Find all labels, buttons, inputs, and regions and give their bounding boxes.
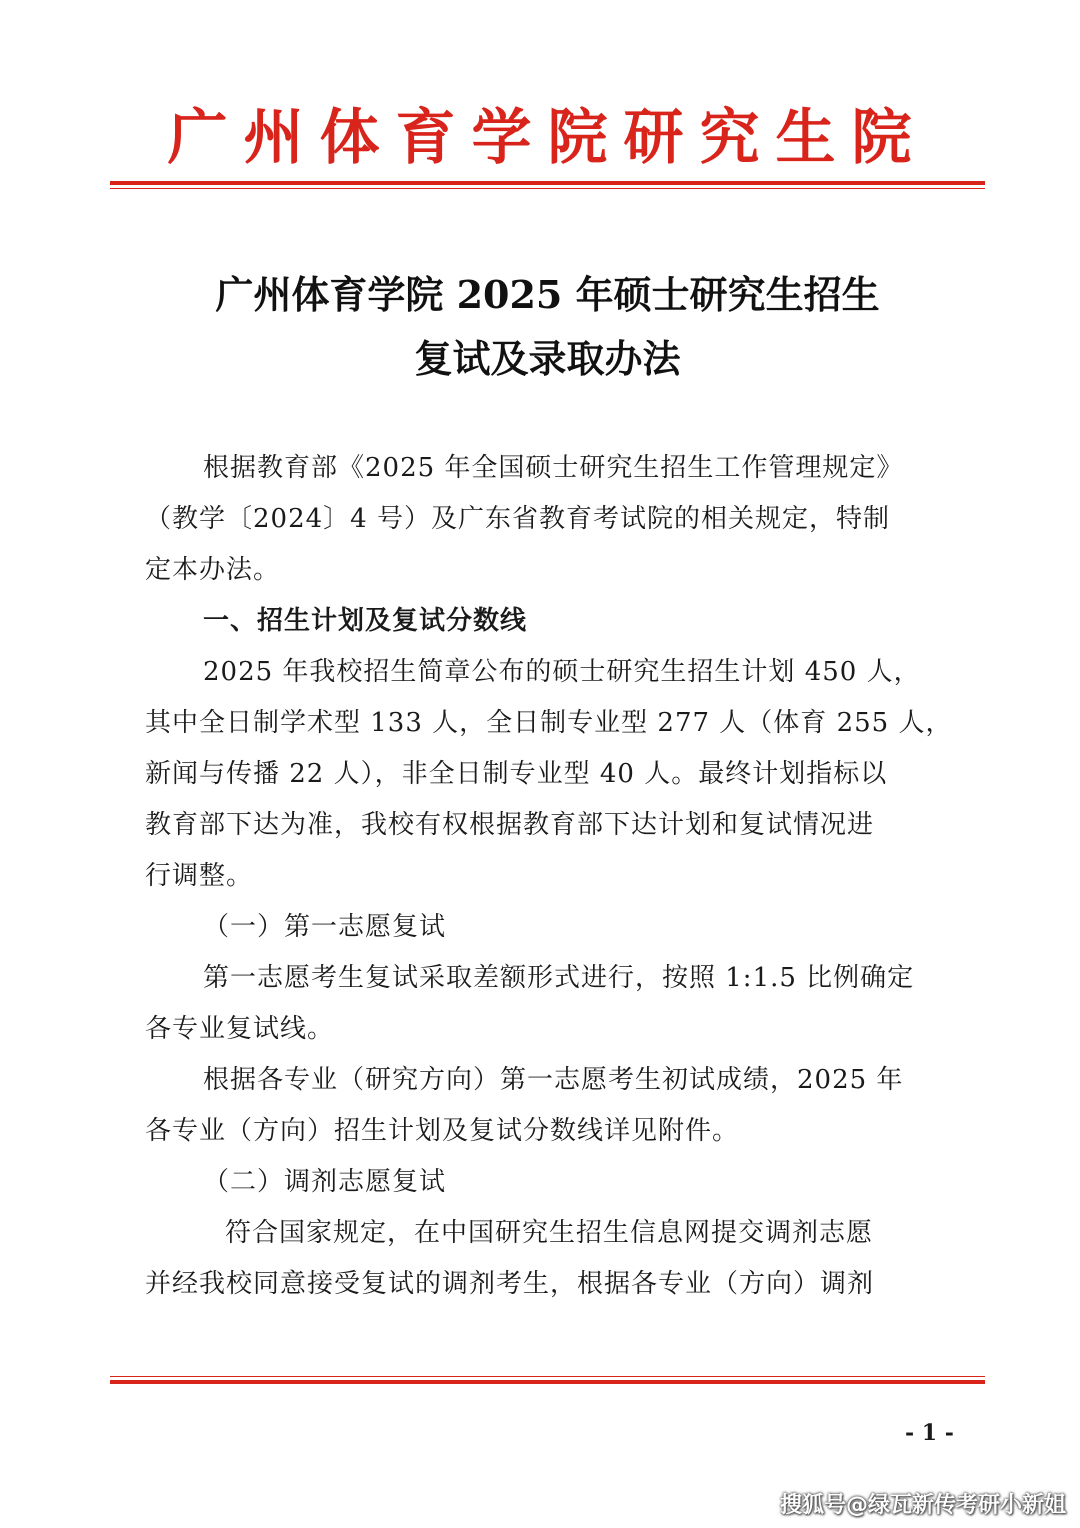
section-heading: 一、招生计划及复试分数线	[203, 606, 528, 636]
body-paragraph-line: 2025 年我校招生简章公布的硕士研究生招生计划 450 人，	[203, 657, 921, 687]
header-title: 广州体育学院研究生院	[167, 103, 928, 173]
watermark: 搜狐号@绿瓦新传考研小新姐	[780, 1493, 1067, 1518]
body-paragraph-line: 其中全日制学术型 133 人，全日制专业型 277 人（体育 255 人，	[145, 708, 953, 738]
body-paragraph-line: 定本办法。	[145, 555, 281, 585]
subsection-heading: （一）第一志愿复试	[203, 912, 447, 942]
body-paragraph-line: 第一志愿考生复试采取差额形式进行，按照 1:1.5 比例确定	[203, 963, 915, 993]
body-paragraph-line: 根据教育部《2025 年全国硕士研究生招生工作管理规定》	[203, 453, 904, 483]
footer-rule-thin	[110, 1376, 985, 1377]
body-paragraph-line: 各专业（方向）招生计划及复试分数线详见附件。	[145, 1116, 740, 1146]
body-paragraph-line: 根据各专业（研究方向）第一志愿考生初试成绩，2025 年	[203, 1065, 904, 1095]
page-number: - 1 -	[905, 1420, 954, 1446]
header-rule-thick	[110, 181, 985, 185]
header-rule-thin	[110, 188, 985, 189]
footer-rule-thick	[110, 1380, 985, 1384]
document-title-line-1: 广州体育学院 2025 年硕士研究生招生	[215, 272, 880, 317]
body-paragraph-line: 符合国家规定，在中国研究生招生信息网提交调剂志愿	[225, 1218, 874, 1248]
body-paragraph-line: 新闻与传播 22 人），非全日制专业型 40 人。最终计划指标以	[145, 759, 888, 789]
body-paragraph-line: 并经我校同意接受复试的调剂考生，根据各专业（方向）调剂	[145, 1269, 875, 1299]
body-paragraph-line: （教学〔2024〕4 号）及广东省教育考试院的相关规定，特制	[145, 504, 890, 534]
body-paragraph-line: 教育部下达为准，我校有权根据教育部下达计划和复试情况进	[145, 810, 875, 840]
document-title-line-2: 复试及录取办法	[414, 336, 681, 381]
body-paragraph-line: 行调整。	[145, 861, 254, 891]
body-paragraph-line: 各专业复试线。	[145, 1014, 335, 1044]
subsection-heading: （二）调剂志愿复试	[203, 1167, 447, 1197]
